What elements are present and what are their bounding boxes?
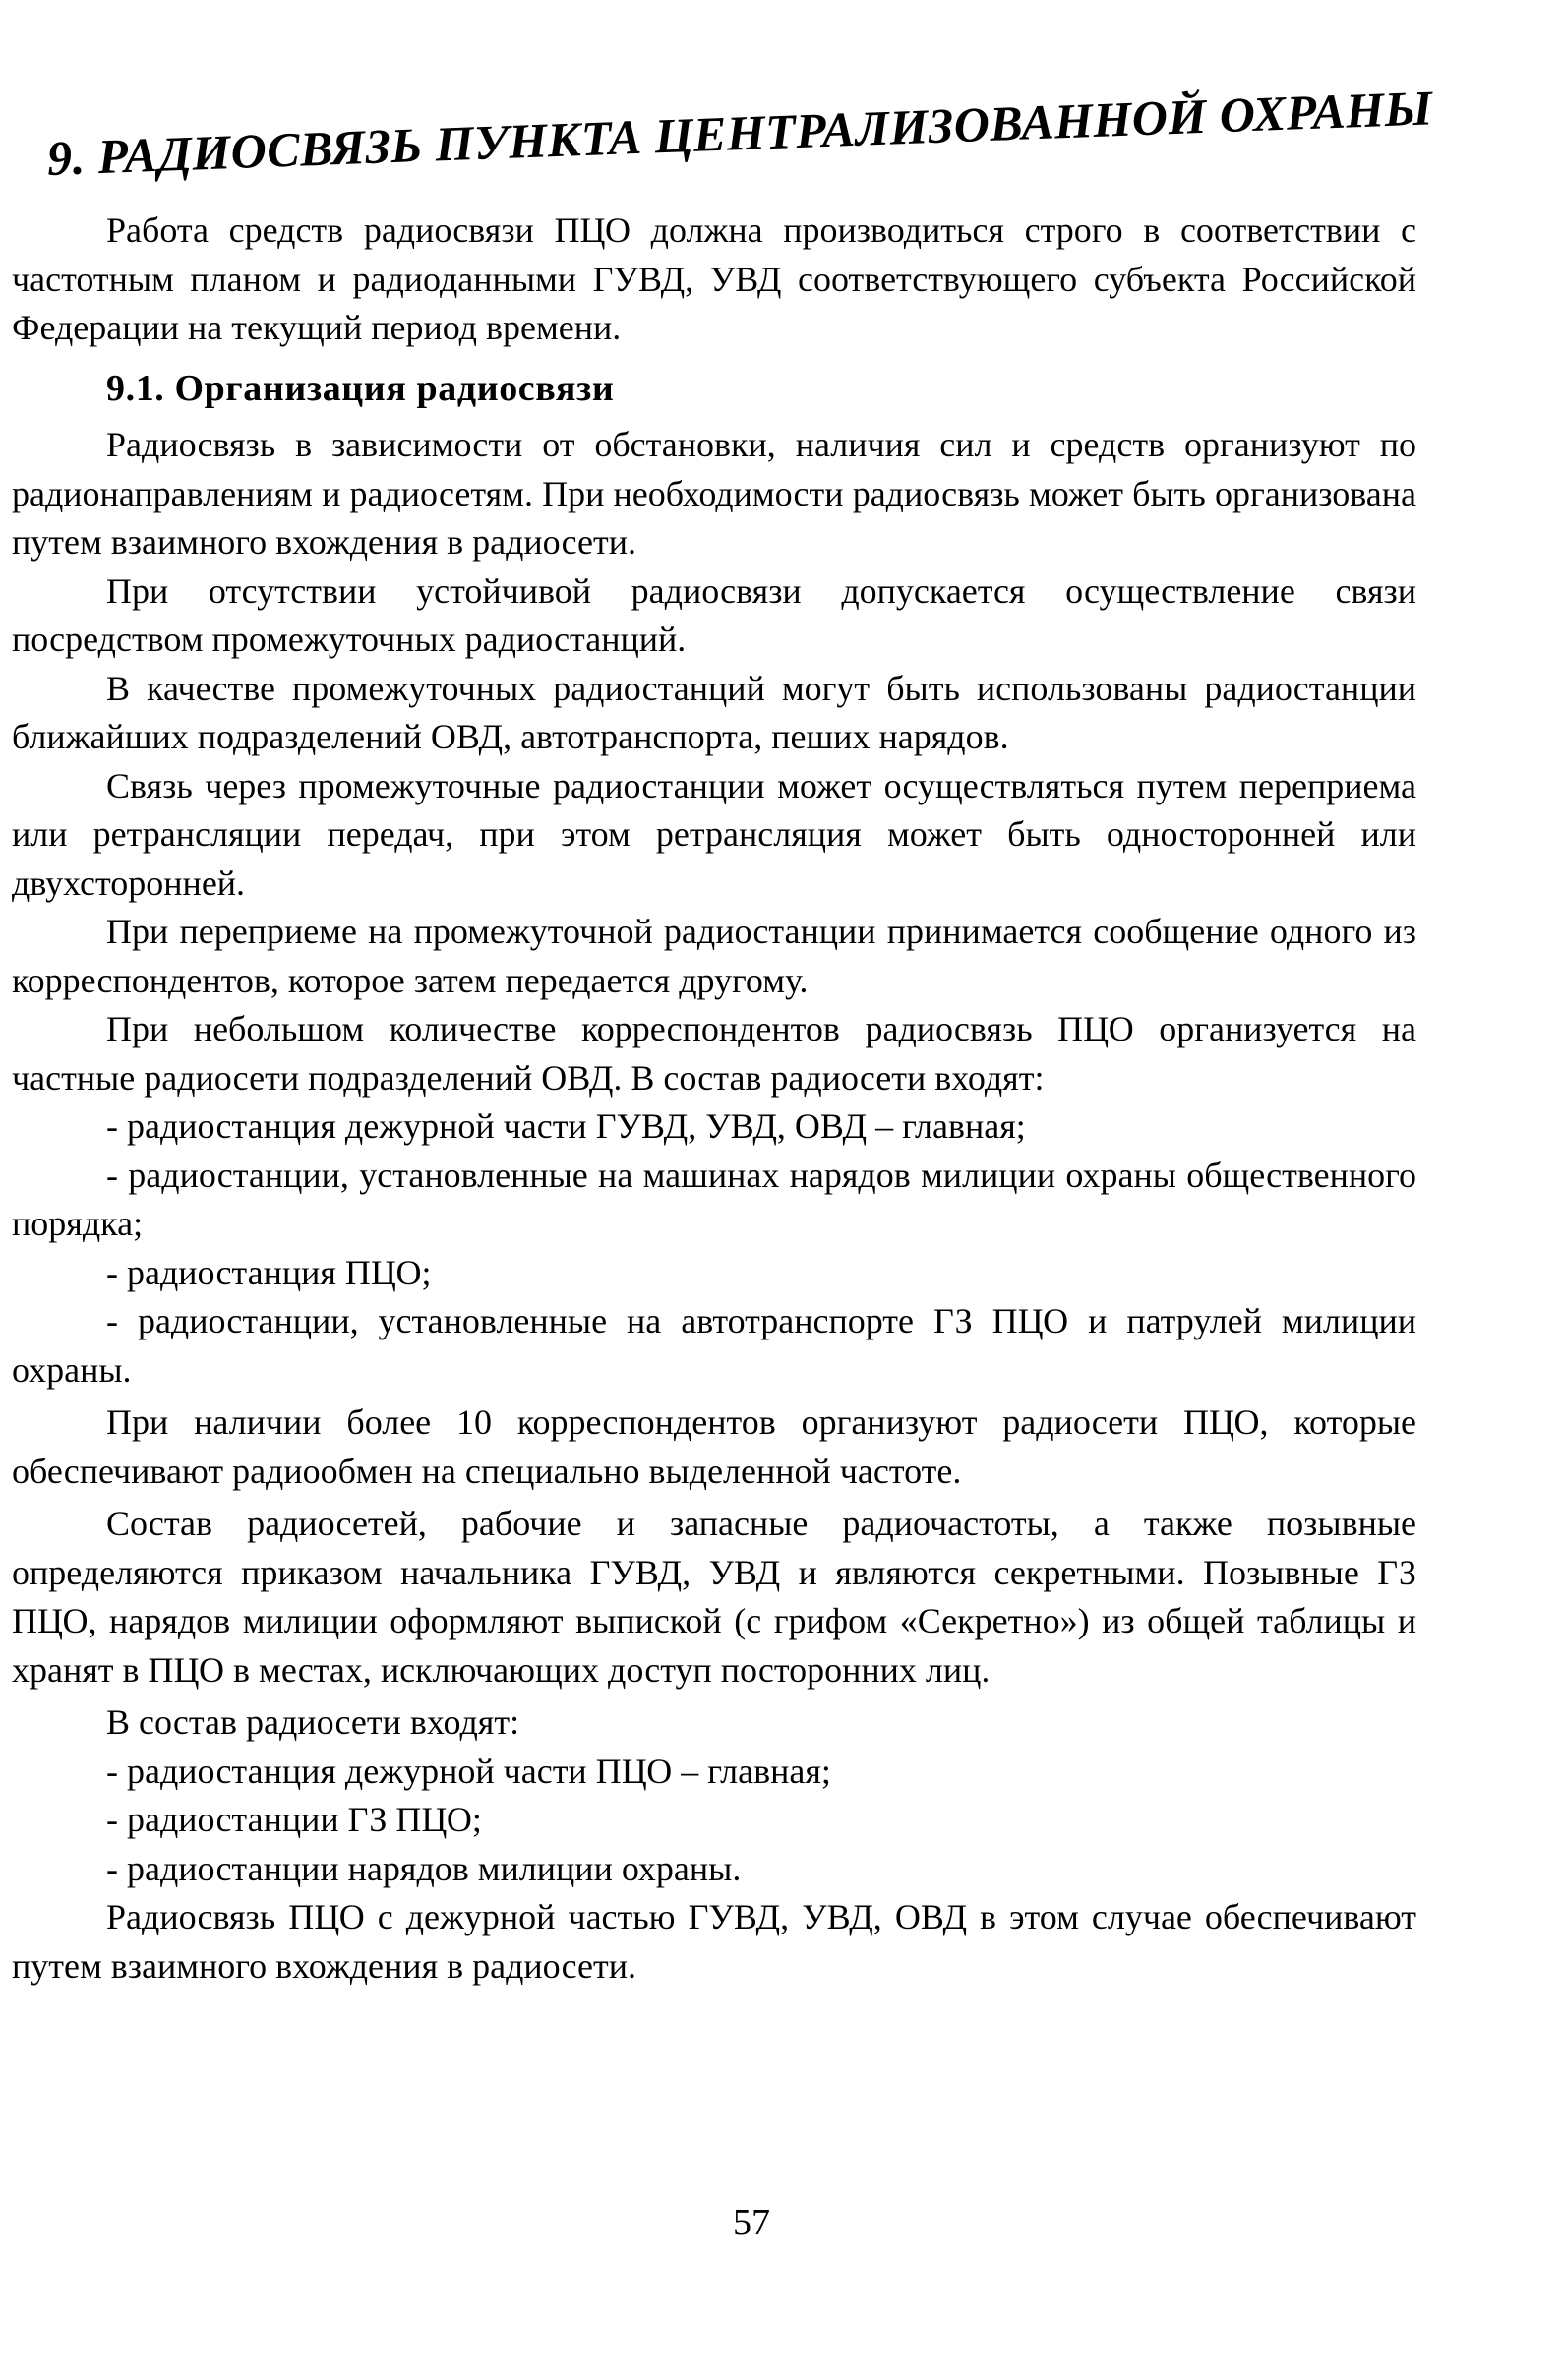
paragraph: Состав радиосетей, рабочие и запасные радиочастоты, а также позывные определяются приказом начальника ГУВД, УВД и являются секретными. Позывные ГЗ ПЦО, нарядов милиции оформляют выпиской (с грифом «Секретно») из общей таблицы и хранят в ПЦО в местах, исключающих доступ посторонних лиц. xyxy=(12,1504,1416,1690)
intro-paragraph: Работа средств радиосвязи ПЦО должна производиться строго в соответствии с частотным планом и радиоданными ГУВД, УВД соответствующего субъекта Российской Федерации на текущий период времени. xyxy=(12,210,1416,347)
list-item: - радиостанции ГЗ ПЦО; xyxy=(106,1800,482,1839)
list-item: - радиостанция дежурной части ПЦО – главная; xyxy=(106,1751,831,1791)
paragraph: При переприеме на промежуточной радиостанции принимается сообщение одного из корреспондентов, которое затем передается другому. xyxy=(12,912,1416,1000)
list-item: - радиостанции, установленные на машинах нарядов милиции охраны общественного порядка; xyxy=(12,1155,1416,1243)
list-item: - радиостанция дежурной части ГУВД, УВД, ОВД – главная; xyxy=(106,1106,1026,1146)
paragraph: Радиосвязь в зависимости от обстановки, наличия сил и средств организуют по радионаправлениям и радиосетям. При необходимости радиосвязь может быть организована путем взаимного вхождения в радиосети. xyxy=(12,425,1416,562)
paragraph: В качестве промежуточных радиостанций могут быть использованы радиостанции ближайших подразделений ОВД, автотранспорта, пеших нарядов. xyxy=(12,668,1416,756)
paragraph: При наличии более 10 корреспондентов организуют радиосети ПЦО, которые обеспечивают радиообмен на специально выделенной частоте. xyxy=(12,1402,1416,1491)
paragraph: При небольшом количестве корреспондентов радиосвязь ПЦО организуется на частные радиосети подразделений ОВД. В состав радиосети входят: xyxy=(12,1009,1416,1098)
page-number: 57 xyxy=(733,2202,770,2243)
document-body xyxy=(12,207,1416,1991)
section-heading: 9.1. Организация радиосвязи xyxy=(106,367,615,409)
list-item: - радиостанции, установленные на автотранспорте ГЗ ПЦО и патрулей милиции охраны. xyxy=(12,1301,1416,1390)
list-item: - радиостанции нарядов милиции охраны. xyxy=(106,1848,742,1888)
closing-paragraph: Радиосвязь ПЦО с дежурной частью ГУВД, УВД, ОВД в этом случае обеспечивают путем взаимного вхождения в радиосети. xyxy=(12,1897,1416,1986)
page-title: 9. РАДИОСВЯЗЬ ПУНКТА ЦЕНТРАЛИЗОВАННОЙ ОХРАНЫ xyxy=(45,80,1434,186)
paragraph: В состав радиосети входят: xyxy=(106,1702,520,1742)
paragraph: При отсутствии устойчивой радиосвязи допускается осуществление связи посредством промежуточных радиостанций. xyxy=(12,570,1416,659)
paragraph: Связь через промежуточные радиостанции может осуществляться путем переприема или ретрансляции передач, при этом ретрансляция может быть односторонней или двухсторонней. xyxy=(12,765,1416,903)
list-item: - радиостанция ПЦО; xyxy=(106,1252,432,1292)
